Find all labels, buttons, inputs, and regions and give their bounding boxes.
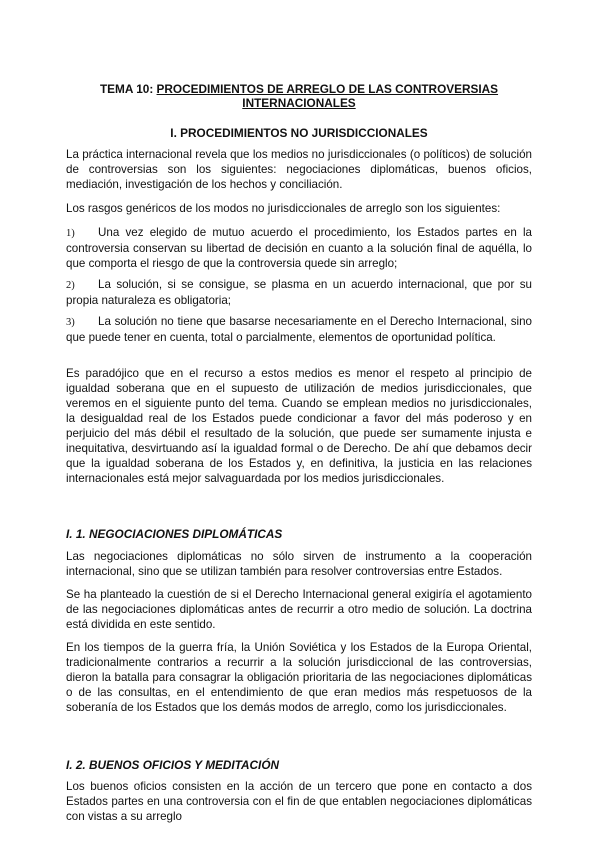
subsection-heading-negociaciones: I. 1. NEGOCIACIONES DIPLOMÁTICAS bbox=[66, 527, 283, 541]
list-text: Una vez elegido de mutuo acuerdo el procedimiento, los Estados partes en la controversia conservan su libertad de decisión en cuanto a la solución final de aquélla, lo que comporta el riesgo de que la controversia quede sin arreglo; bbox=[66, 226, 532, 270]
title-line-1 bbox=[66, 82, 532, 96]
title-line-2: INTERNACIONALES bbox=[242, 96, 356, 110]
list-item-2 bbox=[66, 277, 532, 308]
paragraph-buenos-oficios: Los buenos oficios consisten en la acción de un tercero que pone en contacto a dos Estados partes en una controversia con el fin de que entablen negociaciones diplomáticas con vistas a su arreglo bbox=[66, 780, 532, 823]
list-number: 1) bbox=[66, 228, 75, 239]
section-heading-1: I. PROCEDIMIENTOS NO JURISDICCIONALES bbox=[170, 126, 428, 140]
list-item-1 bbox=[66, 225, 532, 271]
paragraph-paradojico: Es paradójico que en el recurso a estos medios es menor el respeto al principio de igualdad soberana que en el supuesto de utilización de medios jurisdiccionales, que veremos en el siguiente punto del tema. Cuando se emplean medios no jurisdiccionales, la desigualdad real de los Estados puede condicionar a favor del más poderoso y en perjuicio del más débil el resultado de la solución, que puede ser sumamente injusta e inequitativa, desvirtuando así la igualdad formal o de Derecho. De ahí que debamos decir que la igualdad soberana de los Estados y, en definitiva, la justicia en las relaciones internacionales está mejor salvaguardada por los medios jurisdiccionales. bbox=[66, 367, 532, 485]
paragraph-negociaciones-1: Las negociaciones diplomáticas no sólo sirven de instrumento a la cooperación internacional, sino que se utilizan también para resolver controversias entre Estados. bbox=[66, 550, 532, 578]
list-text: La solución no tiene que basarse necesariamente en el Derecho Internacional, sino que puede tener en cuenta, total o parcialmente, elementos de oportunidad política. bbox=[66, 315, 532, 344]
paragraph-rasgos: Los rasgos genéricos de los modos no jurisdiccionales de arreglo son los siguientes: bbox=[66, 202, 501, 215]
list-text: La solución, si se consigue, se plasma en un acuerdo internacional, que por su propia naturaleza es obligatoria; bbox=[66, 278, 532, 307]
paragraph-negociaciones-3: En los tiempos de la guerra fría, la Unión Soviética y los Estados de la Europa Oriental, tradicionalmente contrarios a recurrir a la solución jurisdiccional de las controversias, dieron la batalla para consagrar la obligación prioritaria de las negociaciones diplomáticas o de las consultas, en el entendimiento de que eran medios más respetuosos de la soberanía de los Estados que los demás modos de arreglo, como los jurisdiccionales. bbox=[66, 641, 532, 714]
subsection-heading-buenos-oficios: I. 2. BUENOS OFICIOS Y MEDITACIÓN bbox=[66, 758, 280, 772]
list-item-3 bbox=[66, 314, 532, 345]
paragraph-intro: La práctica internacional revela que los medios no jurisdiccionales (o políticos) de solución de controversias son los siguientes: negociaciones diplomáticas, buenos oficios, mediación, investigación de los hechos y conciliación. bbox=[66, 148, 532, 191]
list-number: 3) bbox=[66, 317, 75, 328]
list-number: 2) bbox=[66, 280, 75, 291]
title-main: PROCEDIMIENTOS DE ARREGLO DE LAS CONTROVERSIAS bbox=[156, 82, 499, 96]
title-prefix: TEMA 10: bbox=[99, 82, 157, 96]
paragraph-negociaciones-2: Se ha planteado la cuestión de si el Derecho Internacional general exigiría el agotamiento de las negociaciones diplomáticas antes de recurrir a otro medio de solución. La doctrina está dividida en este sentido. bbox=[66, 588, 532, 631]
document-title bbox=[66, 82, 532, 110]
